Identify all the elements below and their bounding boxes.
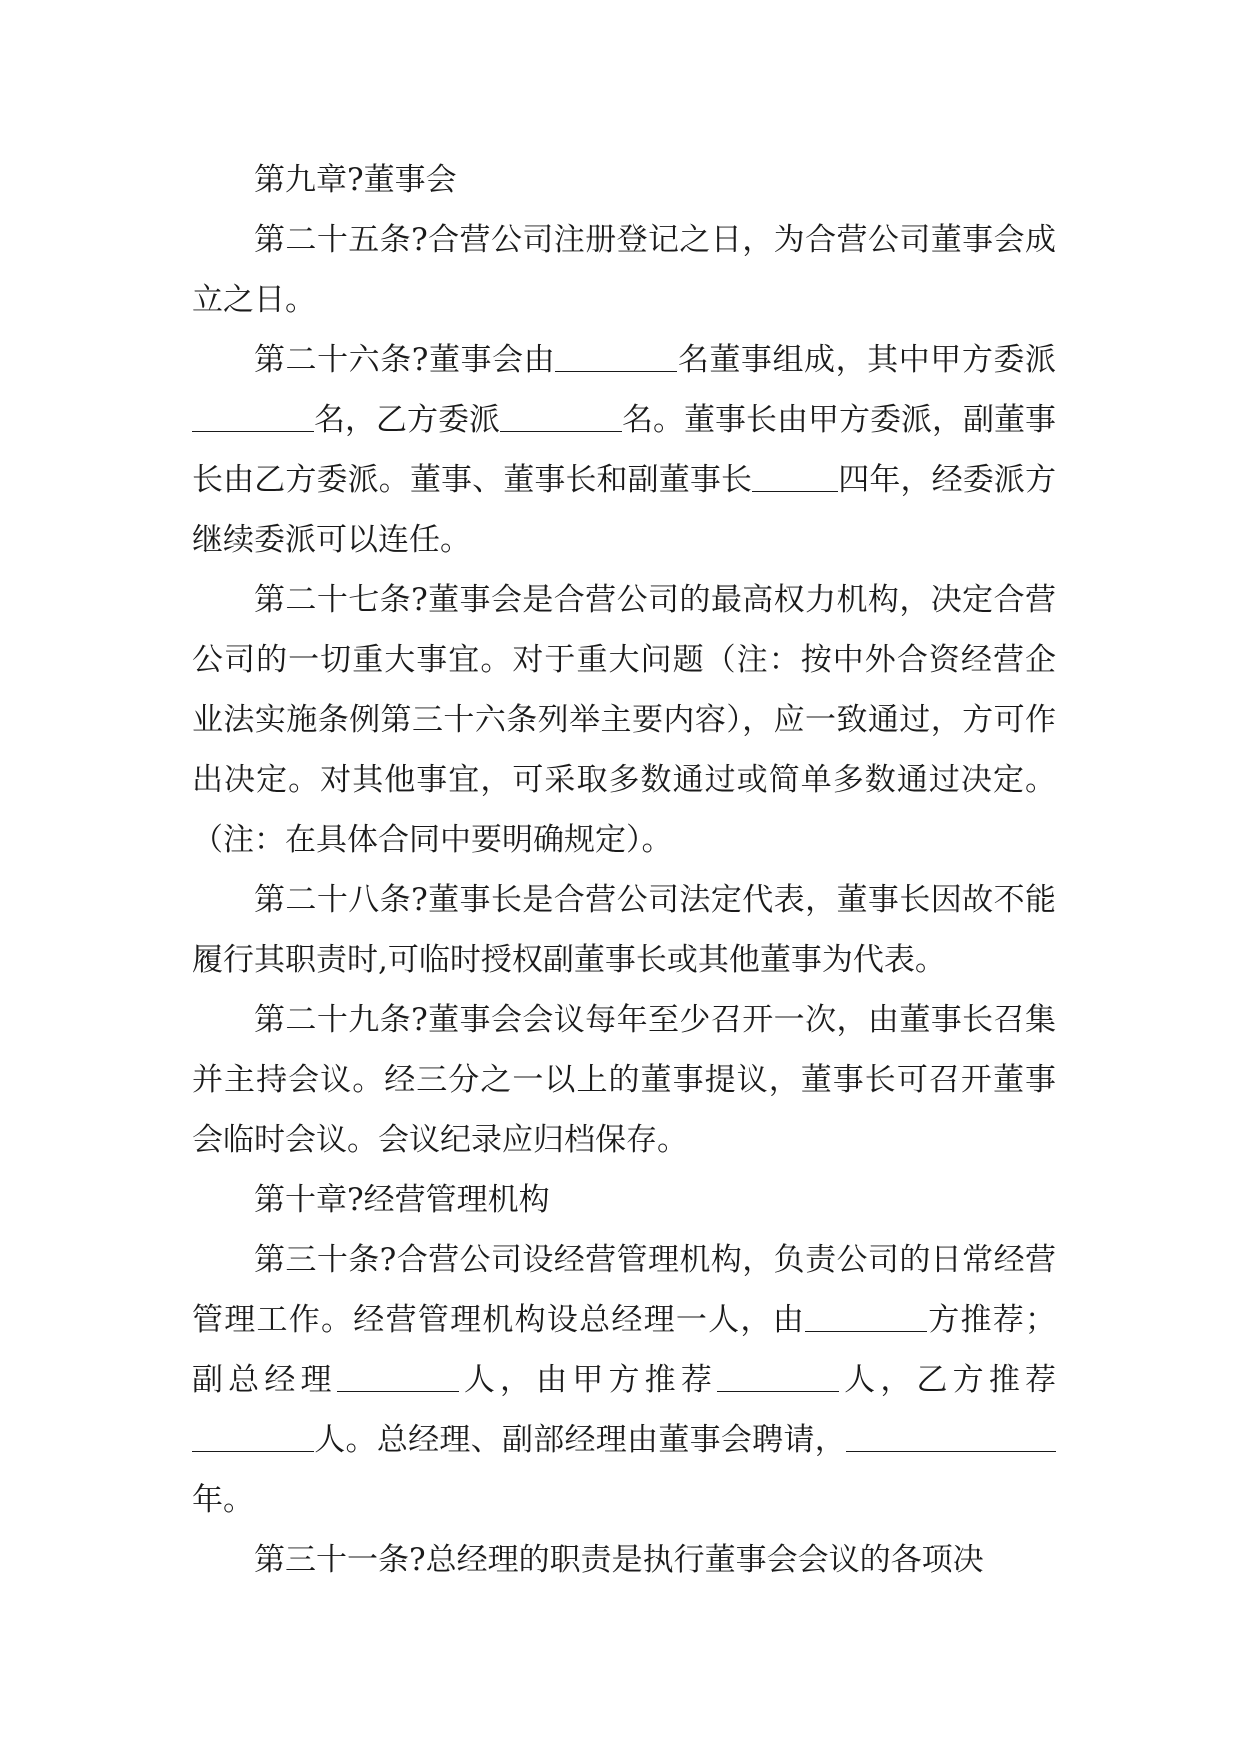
article-26-text-3: 名，乙方委派 <box>314 402 500 438</box>
document-page <box>192 150 1056 1590</box>
article-26-text-5: 四年，经委派方继续委派可以连任。 <box>192 462 1057 558</box>
article-31: 第三十一条?总经理的职责是执行董事会会议的各项决 <box>254 1542 984 1578</box>
article-27: 第二十七条?董事会是合营公司的最高权力机构，决定合营公司的一切重大事宜。对于重大问题（注：按中外合资经营企业法实施条例第三十六条列举主要内容），应一致通过，方可作出决定。对其他事宜，可采取多数通过或简单多数通过决定。（注：在具体合同中要明确规定）。 <box>192 582 1056 858</box>
article-30-text-2: 方推荐；副总经理 <box>192 1302 1057 1398</box>
term-blank <box>752 461 838 492</box>
article-30-text-4: 人，乙方推荐 <box>839 1362 1057 1398</box>
article-30-text-6: 年。 <box>192 1482 254 1518</box>
party-b-deputy-blank <box>192 1421 314 1452</box>
article-29: 第二十九条?董事会会议每年至少召开一次，由董事长召集并主持会议。经三分之一以上的董事提议，董事长可召开董事会临时会议。会议纪录应归档保存。 <box>192 1002 1056 1158</box>
article-26-text-4: 名。董事长由甲方委派，副董事长由乙方委派。董事、董事长和副董事长 <box>192 402 1056 498</box>
article-30-text-3: 人，由甲方推荐 <box>458 1362 718 1398</box>
article-30-text-5: 人。总经理、副部经理由董事会聘请， <box>314 1422 846 1458</box>
article-26 <box>192 330 1056 570</box>
party-a-deputy-blank <box>717 1361 839 1392</box>
director-count-blank <box>555 341 677 372</box>
article-26-text-1: 第二十六条?董事会由 <box>254 342 556 378</box>
gm-nominating-party-blank <box>805 1301 927 1332</box>
article-30-text-1: 第三十条?合营公司设经营管理机构，负责公司的日常经营管理工作。经营管理机构设总经理一人，由 <box>192 1242 1056 1338</box>
chapter-10-heading: 第十章?经营管理机构 <box>254 1182 550 1218</box>
deputy-gm-count-blank <box>337 1361 459 1392</box>
chapter-9-heading: 第九章?董事会 <box>254 162 457 198</box>
article-30 <box>192 1230 1056 1530</box>
article-28: 第二十八条?董事长是合营公司法定代表，董事长因故不能履行其职责时,可临时授权副董事长或其他董事为代表。 <box>192 882 1056 978</box>
appointment-term-blank <box>846 1421 1056 1452</box>
article-26-text-2: 名董事组成，其中甲方委派 <box>677 342 1056 378</box>
party-b-directors-blank <box>500 401 622 432</box>
article-25: 第二十五条?合营公司注册登记之日，为合营公司董事会成立之日。 <box>192 222 1056 318</box>
party-a-directors-blank <box>192 401 314 432</box>
